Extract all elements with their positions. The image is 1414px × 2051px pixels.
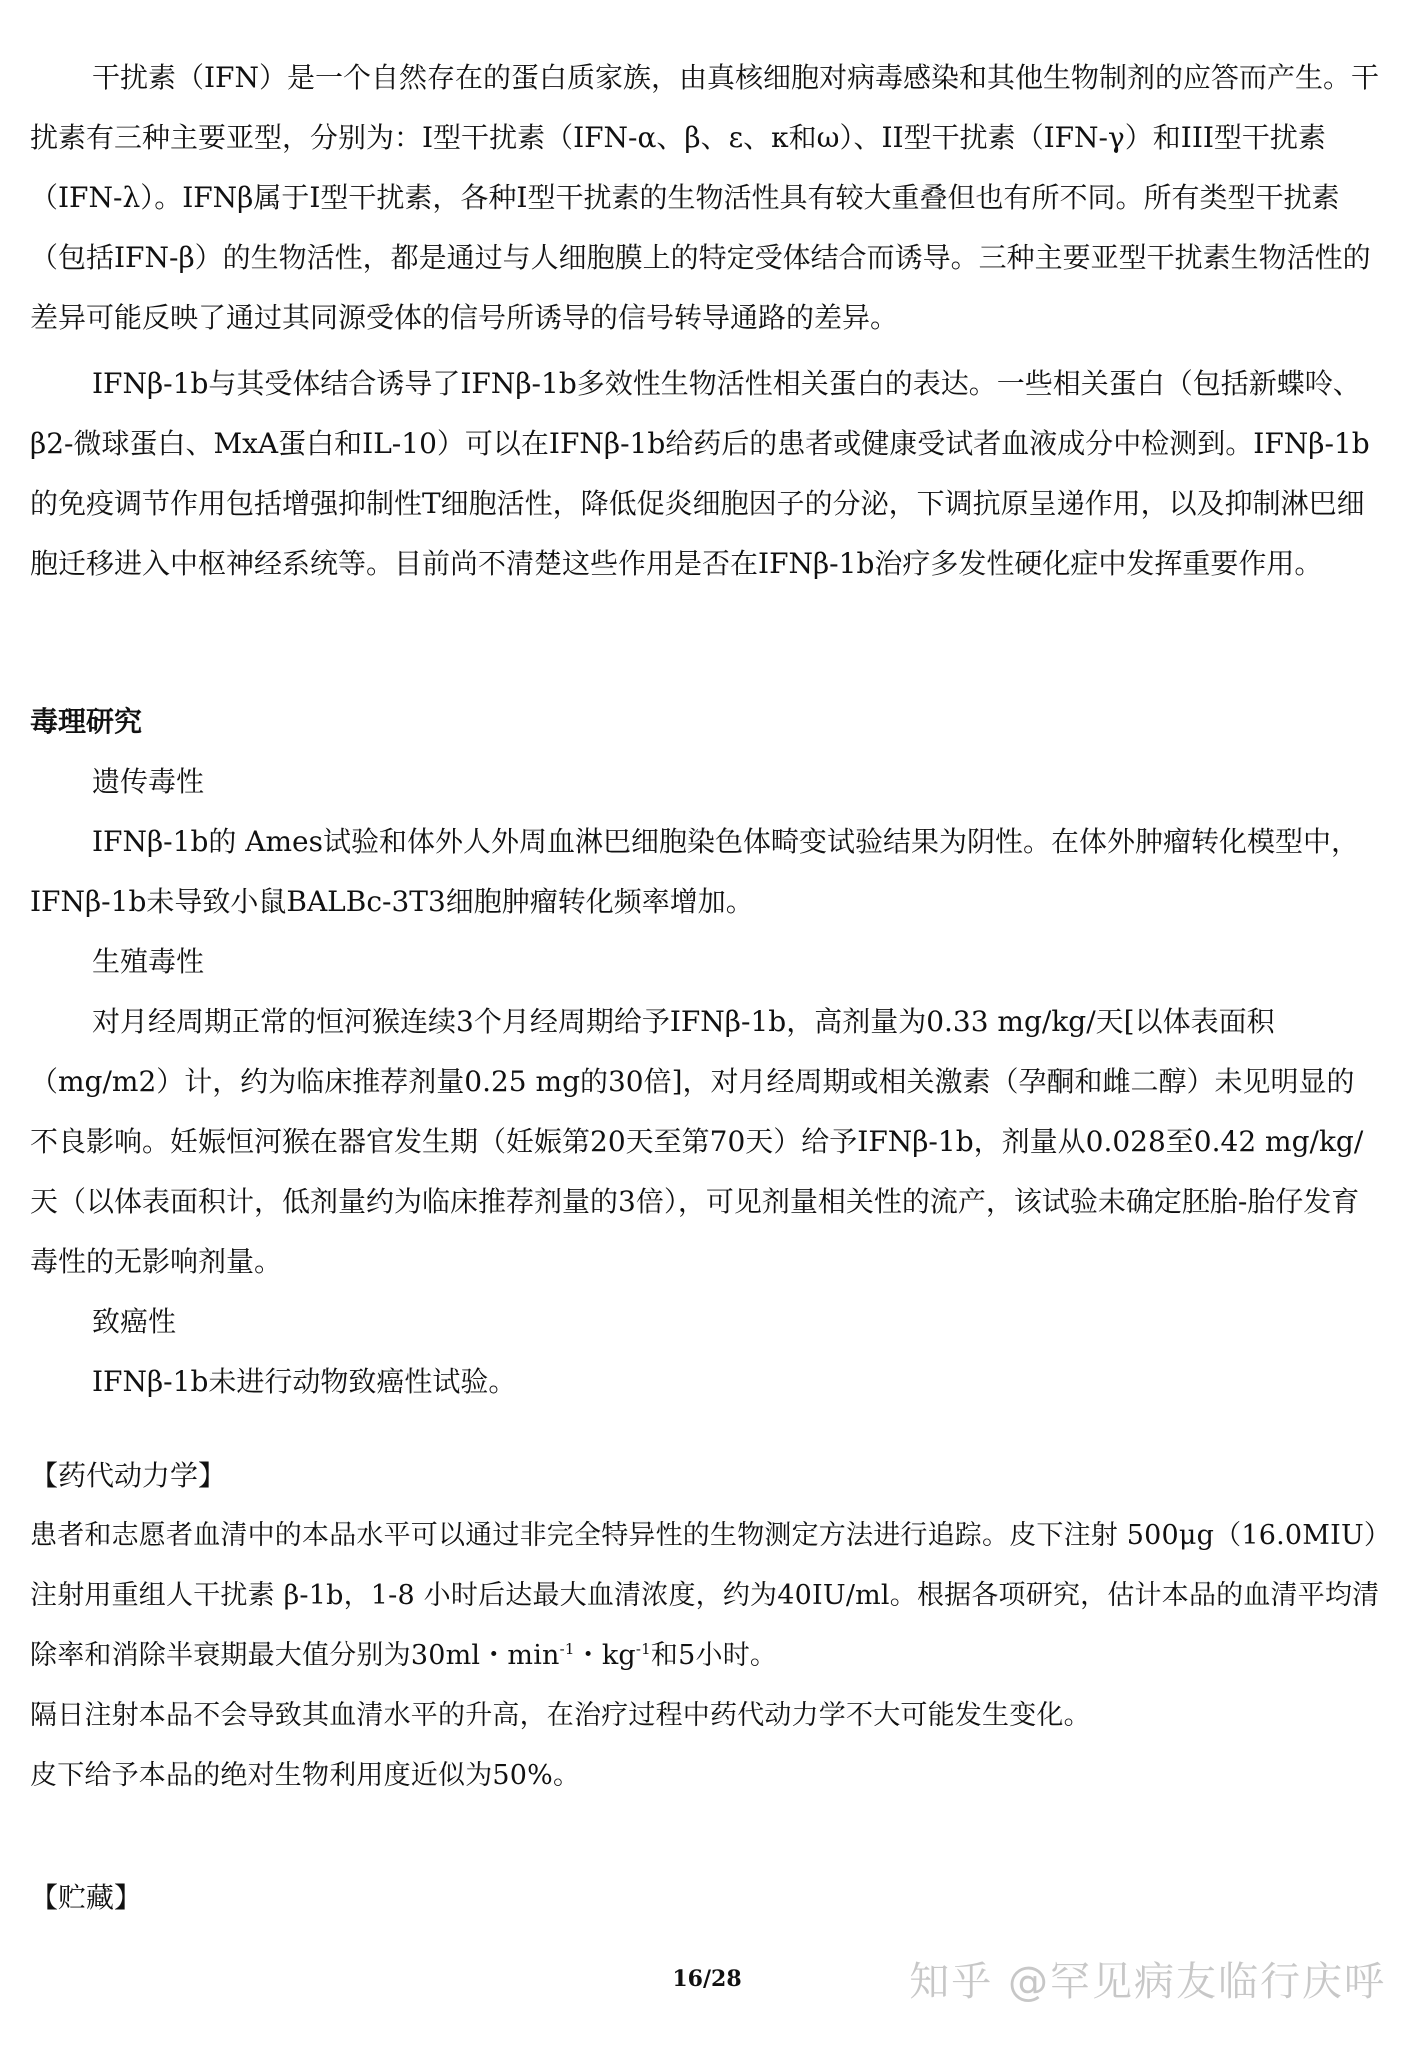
pharmacokinetics-section [30, 1446, 1380, 1806]
toxicology-section [30, 692, 1380, 1412]
pharmacokinetics-paragraph-3: 皮下给予本品的绝对生物利用度近似为50%。 [30, 1760, 581, 1791]
pk-unit-b: ・kg [574, 1640, 636, 1671]
carcinogenicity-text: IFNβ-1b未进行动物致癌性试验。 [92, 1365, 517, 1398]
pk-tail: 和5小时。 [650, 1640, 778, 1671]
watermark: 知乎 @罕见病友临行庆呼 [909, 1959, 1386, 2005]
storage-section [30, 1868, 1380, 1928]
storage-heading: 【贮藏】 [30, 1881, 143, 1914]
pharmacokinetics-paragraph-1 [30, 1506, 1380, 1686]
pk-unit-a: 30ml・min [410, 1640, 560, 1671]
intro-section [30, 48, 1380, 594]
toxicology-heading: 毒理研究 [30, 705, 143, 738]
pharmacokinetics-heading: 【药代动力学】 [30, 1459, 227, 1492]
reproductive-toxicity-title: 生殖毒性 [92, 945, 205, 978]
carcinogenicity-title: 致癌性 [92, 1305, 177, 1338]
page-number: 16/28 [672, 1966, 742, 1992]
pharmacokinetics-paragraph-2: 隔日注射本品不会导致其血清水平的升高，在治疗过程中药代动力学不大可能发生变化。 [30, 1700, 1091, 1731]
reproductive-toxicity-text: 对月经周期正常的恒河猴连续3个月经周期给予IFNβ-1b，高剂量为0.33 mg/kg/天[以体表面积（mg/m2）计，约为临床推荐剂量0.25 mg的30倍]，对月经周期或相关激素（孕酮和雌二醇）未见明显的不良影响。妊娠恒河猴在器官发生期（妊娠第20天至第70天）给予IFNβ-1b，剂量从0.028至0.42 mg/kg/天（以体表面积计，低剂量约为临床推荐剂量的3倍），可见剂量相关性的流产，该试验未确定胚胎-胎仔发育毒性的无影响剂量。 [30, 1005, 1364, 1278]
intro-paragraph-1: 干扰素（IFN）是一个自然存在的蛋白质家族，由真核细胞对病毒感染和其他生物制剂的应答而产生。干扰素有三种主要亚型，分别为：I型干扰素（IFN-α、β、ε、κ和ω）、II型干扰素（IFN-γ）和III型干扰素（IFN-λ）。IFNβ属于I型干扰素，各种I型干扰素的生物活性具有较大重叠但也有所不同。所有类型干扰素（包括IFN-β）的生物活性，都是通过与人细胞膜上的特定受体结合而诱导。三种主要亚型干扰素生物活性的差异可能反映了通过其同源受体的信号所诱导的信号转导通路的差异。 [30, 61, 1379, 334]
intro-paragraph-2: IFNβ-1b与其受体结合诱导了IFNβ-1b多效性生物活性相关蛋白的表达。一些相关蛋白（包括新蝶呤、β2-微球蛋白、MxA蛋白和IL-10）可以在IFNβ-1b给药后的患者或健康受试者血液成分中检测到。IFNβ-1b的免疫调节作用包括增强抑制性T细胞活性，降低促炎细胞因子的分泌，下调抗原呈递作用，以及抑制淋巴细胞迁移进入中枢神经系统等。目前尚不清楚这些作用是否在IFNβ-1b治疗多发性硬化症中发挥重要作用。 [30, 367, 1370, 580]
pk-text: 患者和志愿者血清中的本品水平可以通过非完全特异性的生物测定方法进行追踪。皮下注射 500μg（16.0MIU）注射用重组人干扰素 β-1b，1-8 小时后达最大血清浓度，约为40IU/ml。根据各项研究，估计本品的血清平均清除率和消除半衰期最大值分别为 [30, 1520, 1380, 1671]
genotoxicity-text: IFNβ-1b的 Ames试验和体外人外周血淋巴细胞染色体畸变试验结果为阴性。在体外肿瘤转化模型中，IFNβ-1b未导致小鼠BALBc-3T3细胞肿瘤转化频率增加。 [30, 825, 1359, 918]
genotoxicity-title: 遗传毒性 [92, 765, 205, 798]
pk-sup-a: -1 [559, 1640, 575, 1658]
pk-sup-b: -1 [635, 1640, 651, 1658]
